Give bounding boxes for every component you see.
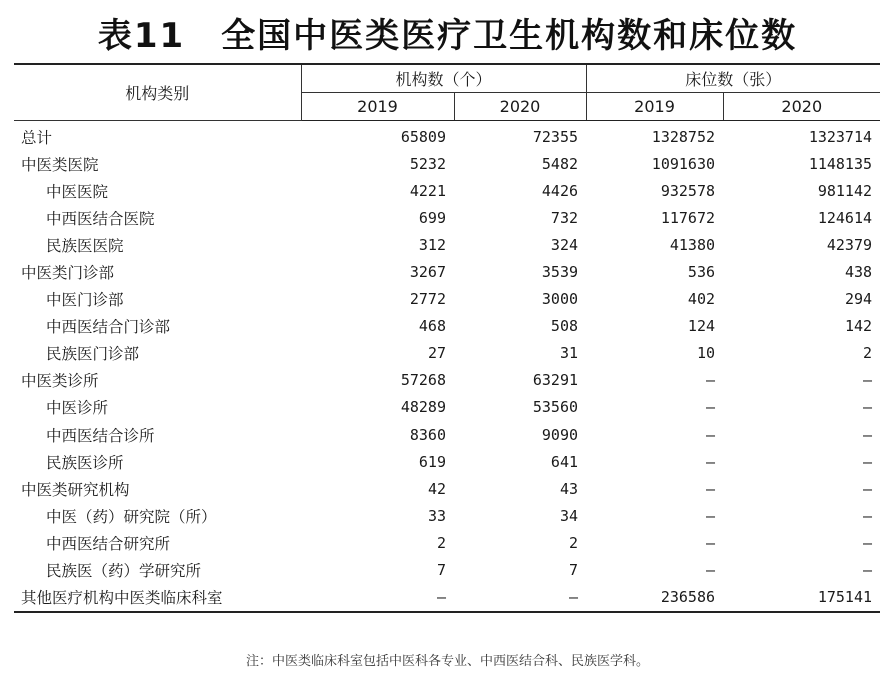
row-label: 中西医结合诊所 <box>46 426 155 445</box>
row-value: – <box>863 533 873 552</box>
row-value: 619 <box>418 452 446 471</box>
row-label: 中医类门诊部 <box>21 264 115 283</box>
table-header <box>14 64 880 121</box>
row-value: 57268 <box>400 371 446 390</box>
row-value: 438 <box>844 263 873 282</box>
table-row <box>14 177 880 204</box>
row-value: 8360 <box>409 425 446 444</box>
table-row <box>14 557 880 584</box>
row-value: 41380 <box>669 235 716 254</box>
row-value: 641 <box>550 452 579 471</box>
row-value: – <box>863 452 873 471</box>
row-label: 民族医（药）学研究所 <box>46 562 202 581</box>
row-value: 27 <box>427 344 446 363</box>
row-value: 2772 <box>409 290 446 309</box>
row-label: 中医类医院 <box>21 155 99 174</box>
table-row <box>14 313 880 340</box>
row-label: 中医类研究机构 <box>21 480 130 499</box>
row-value: 31 <box>559 344 579 363</box>
header-year: 2020 <box>723 93 880 121</box>
row-value: – <box>454 584 586 612</box>
row-value: – <box>705 398 716 417</box>
row-value: – <box>705 533 716 552</box>
row-value: 33 <box>427 506 446 525</box>
row-value: 7 <box>568 561 579 580</box>
row-value: 324 <box>550 235 579 254</box>
row-value: 294 <box>844 290 873 309</box>
row-value: 43 <box>559 479 579 498</box>
row-value: 42 <box>427 479 446 498</box>
row-value: – <box>863 506 873 525</box>
table-row <box>14 475 880 502</box>
row-value: 5482 <box>541 154 579 173</box>
row-value: 932578 <box>660 181 716 200</box>
row-value: – <box>863 425 873 444</box>
row-value: 1091630 <box>651 154 716 173</box>
row-label: 总计 <box>21 128 53 147</box>
row-label: 中医（药）研究院（所） <box>46 507 217 526</box>
table-row <box>14 150 880 177</box>
row-value: 65809 <box>400 127 446 146</box>
row-value: 312 <box>418 235 446 254</box>
row-value: 124 <box>687 317 716 336</box>
row-value: 2 <box>568 533 579 552</box>
row-value: 732 <box>550 208 579 227</box>
row-value: 2 <box>436 533 446 552</box>
row-value: 117672 <box>660 208 716 227</box>
row-value: 53560 <box>532 398 579 417</box>
table-row <box>14 584 880 612</box>
table-row <box>14 340 880 367</box>
row-value: 9090 <box>541 425 579 444</box>
table-row <box>14 421 880 448</box>
table-row <box>14 286 880 313</box>
table-body <box>14 121 880 612</box>
table-row <box>14 121 880 151</box>
row-value: 1148135 <box>808 154 873 173</box>
row-value: – <box>301 584 454 612</box>
table-row <box>14 204 880 231</box>
row-value: 2 <box>863 344 873 363</box>
row-label: 民族医诊所 <box>46 453 124 472</box>
row-value: 236586 <box>586 584 723 612</box>
table-row <box>14 394 880 421</box>
row-label: 其他医疗机构中医类临床科室 <box>14 584 301 612</box>
row-value: 42379 <box>826 235 873 254</box>
row-value: – <box>705 506 716 525</box>
row-value: 1328752 <box>651 127 716 146</box>
row-value: 7 <box>436 561 446 580</box>
row-label: 中医医院 <box>46 182 109 201</box>
header-year: 2019 <box>586 93 723 121</box>
row-value: 699 <box>418 208 446 227</box>
row-value: 1323714 <box>808 127 873 146</box>
row-value: – <box>705 479 716 498</box>
row-value: – <box>705 561 716 580</box>
table-row <box>14 529 880 556</box>
row-value: 72355 <box>532 127 579 146</box>
row-label: 中西医结合研究所 <box>46 534 171 553</box>
row-value: 142 <box>844 317 873 336</box>
row-value: – <box>705 371 716 390</box>
header-year: 2019 <box>301 93 454 121</box>
row-value: 981142 <box>817 181 873 200</box>
table-row <box>14 448 880 475</box>
row-value: 10 <box>696 344 716 363</box>
table-row <box>14 367 880 394</box>
table-row <box>14 231 880 258</box>
row-label: 中医门诊部 <box>46 291 124 310</box>
row-value: 468 <box>418 317 446 336</box>
row-label: 民族医医院 <box>46 236 124 255</box>
data-table <box>14 63 880 613</box>
row-label: 民族医门诊部 <box>46 345 140 364</box>
row-label: 中医类诊所 <box>21 372 99 391</box>
row-value: 3000 <box>541 290 579 309</box>
row-value: 3267 <box>409 263 446 282</box>
header-year: 2020 <box>454 93 586 121</box>
row-value: 63291 <box>532 371 579 390</box>
row-label: 中医诊所 <box>46 399 109 418</box>
table-title: 表11 全国中医类医疗卫生机构数和床位数 <box>97 16 798 56</box>
row-value: – <box>705 425 716 444</box>
header-category: 机构类别 <box>14 64 301 121</box>
row-value: – <box>863 398 873 417</box>
row-value: 48289 <box>400 398 446 417</box>
row-value: 34 <box>559 506 579 525</box>
row-value: – <box>705 452 716 471</box>
row-value: 536 <box>687 263 716 282</box>
row-value: 508 <box>550 317 579 336</box>
footnote: 注：中医类临床科室包括中医科各专业、中西医结合科、民族医学科。 <box>245 654 649 669</box>
row-value: 5232 <box>409 154 446 173</box>
row-value: 175141 <box>723 584 880 612</box>
table-row <box>14 258 880 285</box>
row-value: – <box>863 561 873 580</box>
row-value: 3539 <box>541 263 579 282</box>
row-value: 402 <box>687 290 716 309</box>
row-value: 4426 <box>541 181 579 200</box>
header-group-beds: 床位数（张） <box>586 64 880 93</box>
row-value: – <box>863 371 873 390</box>
row-label: 中西医结合门诊部 <box>46 318 171 337</box>
row-value: 4221 <box>409 181 446 200</box>
header-group-institutions: 机构数（个） <box>301 64 586 93</box>
table-row <box>14 502 880 529</box>
row-label: 中西医结合医院 <box>46 209 155 228</box>
row-value: 124614 <box>817 208 873 227</box>
row-value: – <box>863 479 873 498</box>
